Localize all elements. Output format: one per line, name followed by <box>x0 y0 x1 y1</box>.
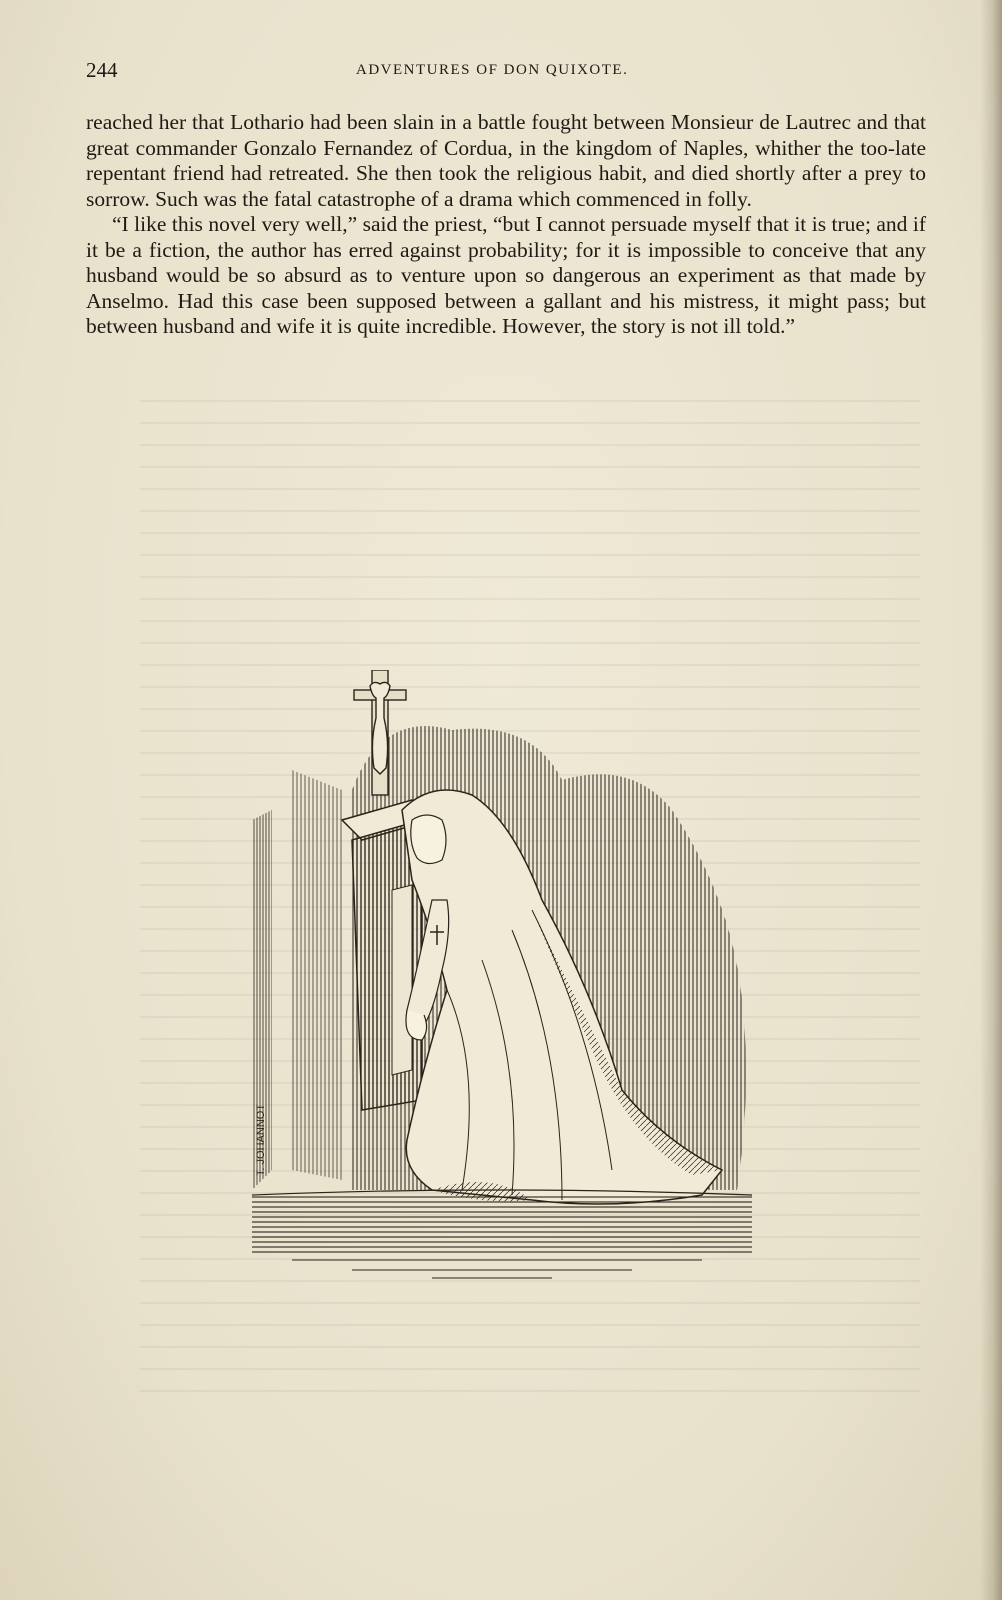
paragraph-1: reached her that Lothario had been slain in a battle fought between Monsieur de Lautrec and that great commander Gonzalo Fernandez of Cordua, in the kingdom of Naples, whither the too-late repentant friend had retreated. She then took the religious habit, and died shortly after a prey to sorrow. Such was the fatal catastrophe of a drama which commenced in folly. <box>86 110 926 211</box>
paragraph-2: “I like this novel very well,” said the priest, “but I cannot persuade myself that it is true; and if it be a fiction, the author has erred against probability; for it is impossible to conceive that any husband would be so absurd as to venture upon so dangerous an experiment as that made by Anselmo. Had this case been supposed between a gallant and his mistress, it might pass; but between husband and wife it is quite incredible. However, the story is not ill told.” <box>86 212 926 338</box>
running-head: ADVENTURES OF DON QUIXOTE. <box>356 62 629 78</box>
page-number: 244 <box>86 58 118 82</box>
body-text <box>86 110 926 340</box>
page-header <box>86 58 926 88</box>
page-edge-shadow <box>980 0 1002 1600</box>
engraving-kneeling-nun <box>232 670 772 1310</box>
engraver-signature: T. JOHANNOT <box>255 1103 267 1177</box>
floor <box>252 1195 752 1255</box>
